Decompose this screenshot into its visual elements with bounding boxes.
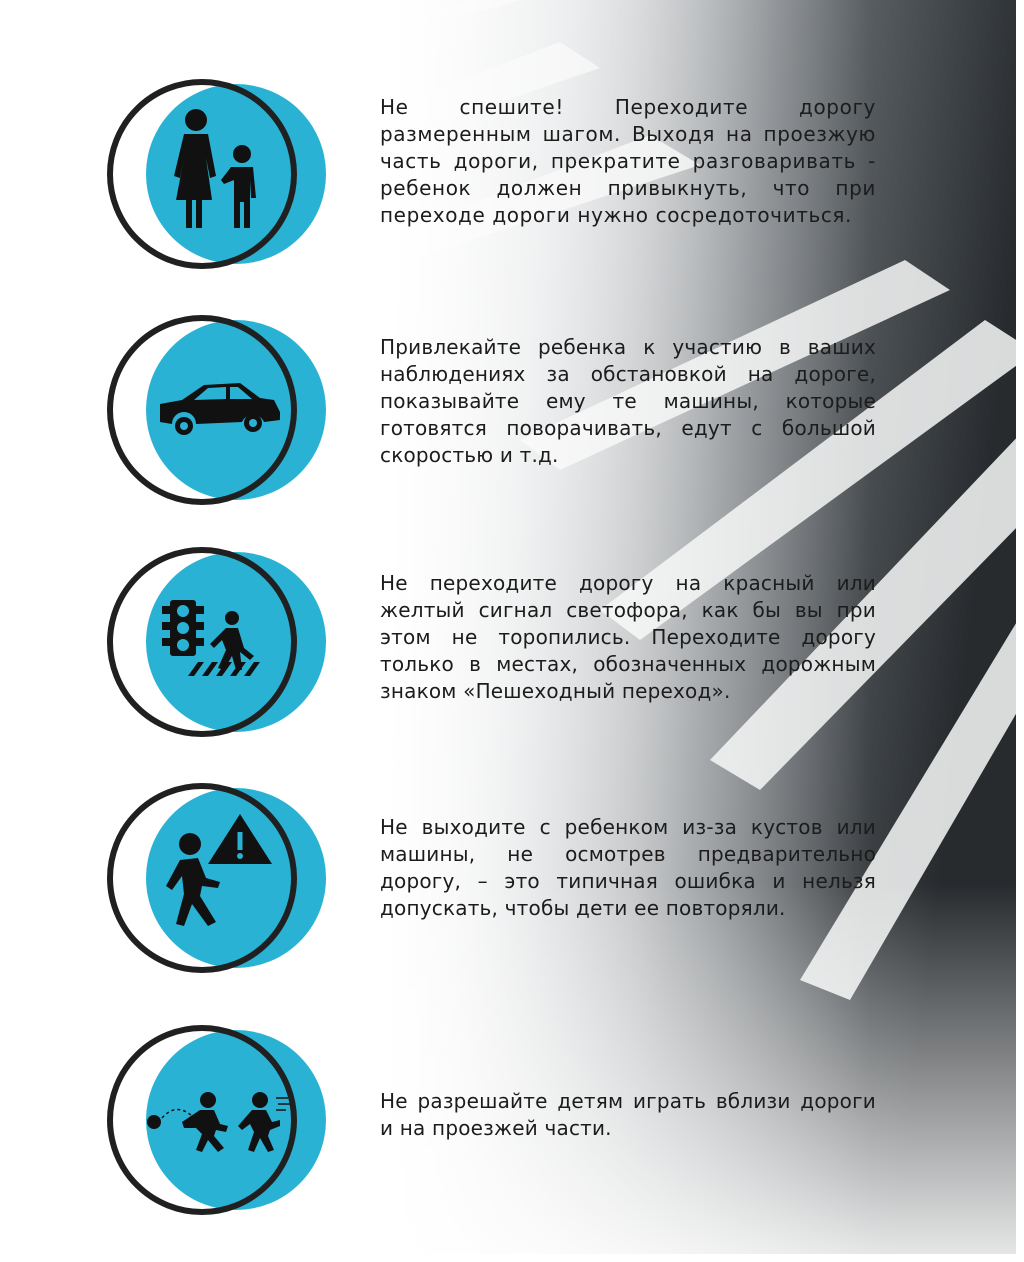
tip-text: Не спешите! Переходите дорогу размеренным шагом. Выходя на проезжую часть дороги, прекратите разговаривать - ребенок должен привыкнуть, что при переходе дороги нужно сосредоточиться. (380, 95, 876, 227)
car-icon (104, 312, 328, 508)
parent-with-child-icon (104, 76, 328, 272)
traffic-light-crosswalk-icon (104, 544, 328, 740)
tip-text: Не переходите дорогу на красный или желтый сигнал светофора, как бы вы при этом не торопились. Переходите дорогу только в местах, обозначенных дорожным знаком «Пешеходный переход». (380, 571, 876, 703)
tip-text: Не разрешайте детям играть вблизи дороги и на проезжей части. (380, 1089, 876, 1140)
tip-text: Привлекайте ребенка к участию в ваших наблюдениях за обстановкой на дороге, показывайте ему те машины, которые готовятся поворачивать, едут с большой скоростью и т.д. (380, 335, 876, 467)
children-playing-ball-icon (104, 1022, 328, 1218)
pedestrian-warning-icon (104, 780, 328, 976)
tip-text: Не выходите с ребенком из-за кустов или машины, не осмотрев предварительно дорогу, – это типичная ошибка и нельзя допускать, чтобы дети ее повторяли. (380, 815, 876, 920)
